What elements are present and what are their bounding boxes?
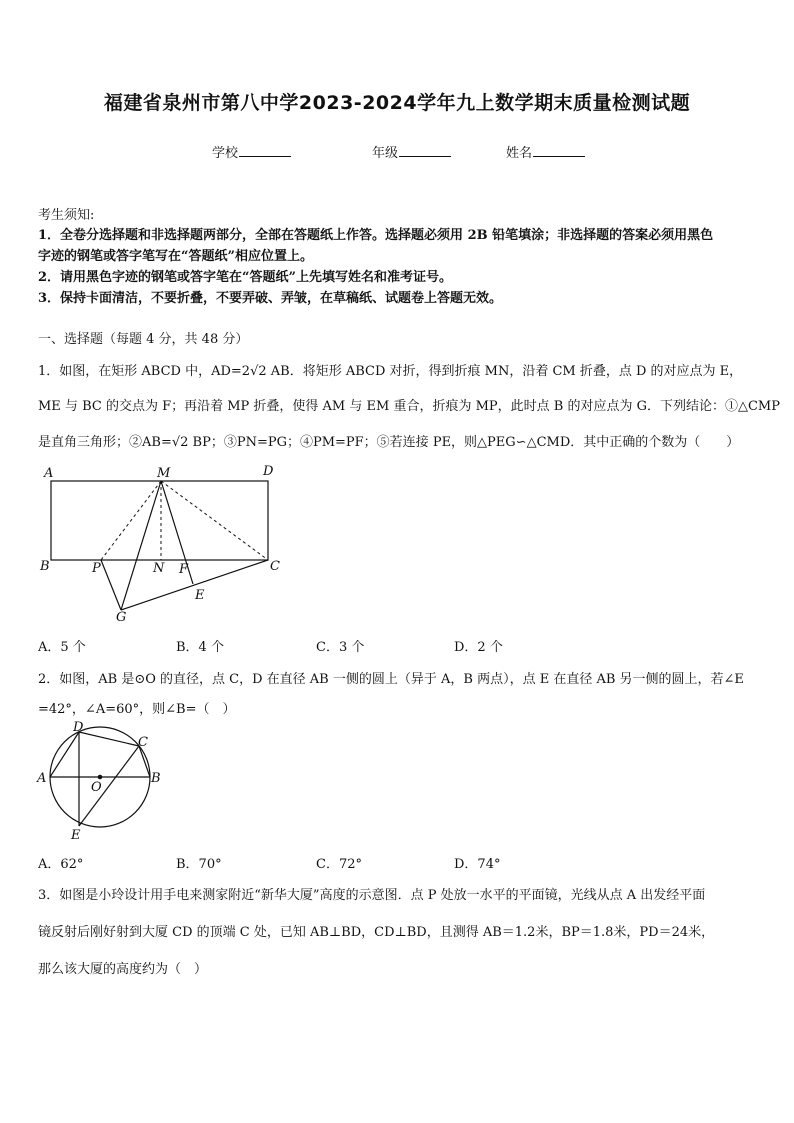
label-c: C [138, 735, 148, 750]
label-f: F [179, 562, 189, 577]
grade-label: 年级 [372, 146, 399, 161]
label-b: B [151, 771, 161, 786]
label-a: A [37, 771, 47, 786]
q1-option-a: A．5 个 [38, 640, 86, 655]
q3-line-1: 3．如图是小玲设计用手电来测家附近“新华大厦”高度的示意图．点 P 处放一水平的平面镜，光线从点 A 出发经平面 [38, 888, 706, 903]
segment-pg [101, 560, 121, 610]
grade-field [372, 142, 451, 161]
q1-option-b: B．4 个 [176, 640, 224, 655]
q1-figure [36, 460, 296, 630]
q3-line-3: 那么该大厦的高度约为（ ） [38, 962, 208, 977]
label-d: D [263, 464, 274, 479]
label-g: G [116, 610, 127, 625]
q2-option-b: B．70° [176, 857, 222, 872]
q1-line-3: 是直角三角形；②AB=√2 BP；③PN=PG；④PM=PF；⑤若连接 PE，则△PEG∽△CMD．其中正确的个数为（ ） [38, 435, 740, 450]
label-a: A [44, 466, 54, 481]
label-d: D [73, 720, 84, 735]
q1-line-1: 1．如图，在矩形 ABCD 中，AD=2√2 AB．将矩形 ABCD 对折，得到折痕 MN，沿着 CM 折叠，点 D 的对应点为 E， [38, 364, 743, 379]
name-field [506, 142, 585, 161]
label-e: E [195, 588, 205, 603]
notice-heading: 考生须知: [38, 208, 95, 223]
label-o: O [91, 780, 102, 795]
label-p: P [92, 561, 101, 576]
label-e: E [71, 828, 81, 843]
segment-me [161, 481, 193, 584]
notice-line-1: 1．全卷分选择题和非选择题两部分，全部在答题纸上作答。选择题必须用 2B 铅笔填涂；非选择题的答案必须用黑色 [38, 228, 714, 243]
school-label: 学校 [212, 146, 239, 161]
label-m: M [157, 466, 171, 481]
school-blank [239, 144, 291, 157]
label-c: C [270, 559, 280, 574]
segment-mg [121, 481, 161, 610]
grade-blank [399, 144, 451, 157]
q2-figure [34, 720, 169, 845]
name-label: 姓名 [506, 146, 533, 161]
name-blank [533, 144, 585, 157]
label-n: N [153, 561, 165, 576]
fold-mc [161, 481, 268, 560]
chord-ec [79, 746, 139, 826]
section-heading: 一、选择题（每题 4 分，共 48 分） [38, 332, 249, 347]
q1-option-d: D．2 个 [454, 640, 503, 655]
chord-ad [50, 732, 79, 777]
q2-line-1: 2．如图，AB 是⊙O 的直径，点 C，D 在直径 AB 一侧的圆上（异于 A，B 两点），点 E 在直径 AB 另一侧的圆上，若∠E [38, 672, 744, 687]
q1-option-c: C．3 个 [316, 640, 365, 655]
page-title: 福建省泉州市第八中学2023-2024学年九上数学期末质量检测试题 [103, 92, 691, 114]
q2-option-c: C．72° [316, 857, 362, 872]
q2-line-2: =42°，∠A=60°，则∠B=（ ） [38, 702, 236, 717]
label-b: B [40, 559, 50, 574]
q2-option-d: D．74° [454, 857, 501, 872]
school-field [212, 142, 291, 161]
chord-dc [79, 732, 139, 746]
q1-line-2: ME 与 BC 的交点为 F；再沿着 MP 折叠，使得 AM 与 EM 重合，折痕为 MP，此时点 B 的对应点为 G．下列结论：①△CMP [38, 399, 780, 414]
notice-line-4: 3．保持卡面清洁，不要折叠，不要弄破、弄皱，在草稿纸、试题卷上答题无效。 [38, 291, 503, 306]
center-point-o [98, 775, 103, 780]
notice-line-2: 字迹的钢笔或答字笔写在“答题纸”相应位置上。 [38, 249, 313, 264]
fold-mp [101, 481, 161, 560]
notice-line-3: 2．请用黑色字迹的钢笔或答字笔在“答题纸”上先填写姓名和准考证号。 [38, 270, 453, 285]
chord-cb [139, 746, 150, 777]
rectangle-abcd [51, 481, 268, 560]
q3-line-2: 镜反射后刚好射到大厦 CD 的顶端 C 处，已知 AB⊥BD，CD⊥BD，且测得 AB＝1.2米，BP＝1.8米，PD＝24米， [38, 925, 715, 940]
q2-option-a: A．62° [38, 857, 84, 872]
